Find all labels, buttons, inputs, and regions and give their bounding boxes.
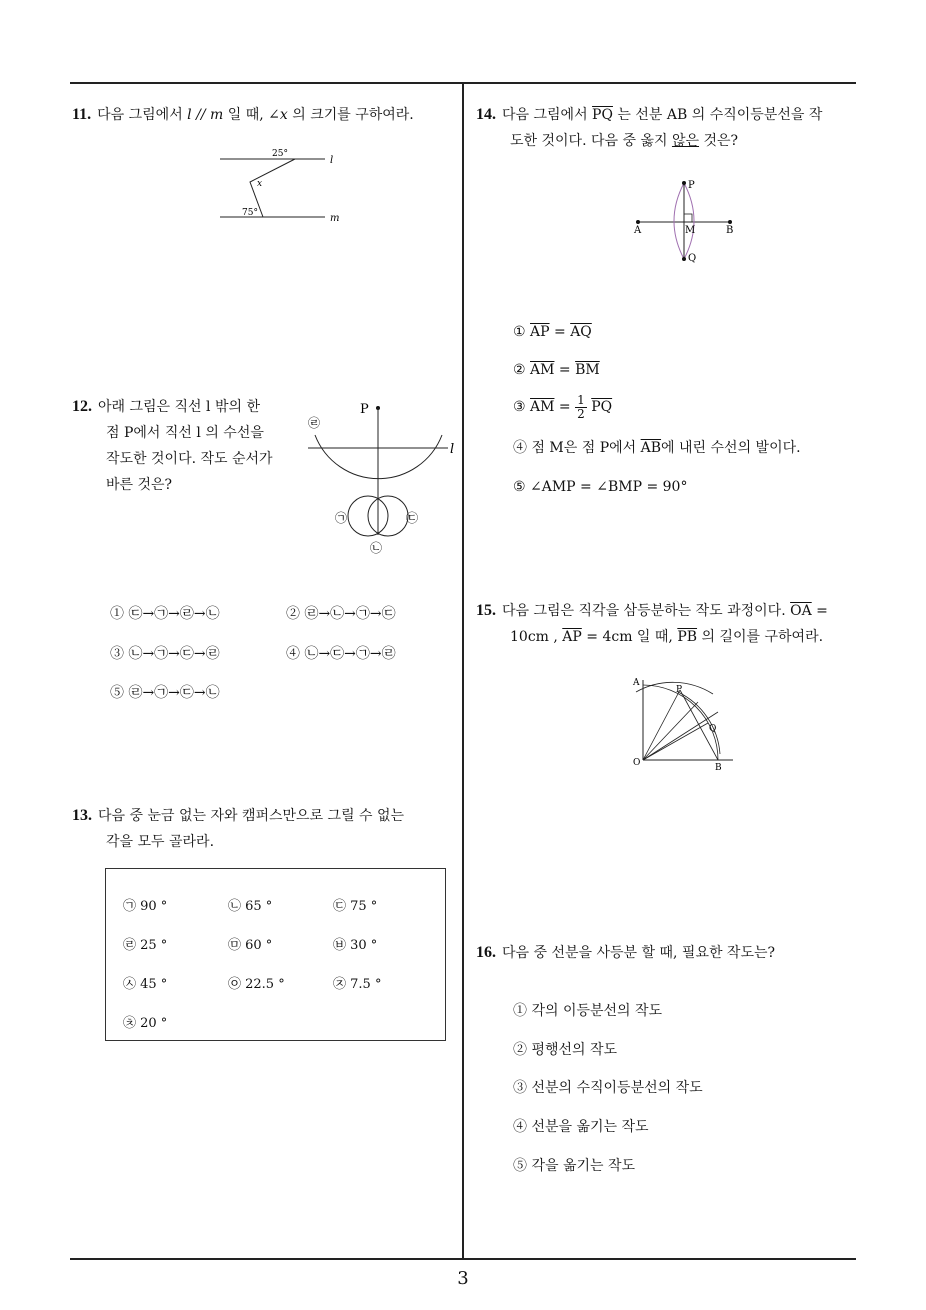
question-number: 13. bbox=[72, 807, 92, 824]
q16-option-1[interactable]: ① 각의 이등분선의 작도 bbox=[513, 1003, 663, 1019]
figure-parallel-lines bbox=[215, 142, 355, 232]
angle-item[interactable]: ㉨ 7.5 ° bbox=[333, 977, 382, 992]
q14-option-2[interactable]: ② $\overline{AM} = \overline{BM}$ bbox=[513, 362, 600, 378]
q12-option-4[interactable]: ④ ㉡→㉢→㉠→㉣ bbox=[286, 646, 396, 662]
bottom-rule bbox=[70, 1258, 856, 1260]
point-P-label: P bbox=[676, 685, 683, 695]
angle-item[interactable]: ㉥ 30 ° bbox=[333, 938, 378, 953]
step-4-label: ㉣ bbox=[308, 416, 321, 430]
point-P-label: P bbox=[688, 180, 695, 191]
figure-angle-trisection bbox=[628, 672, 748, 772]
column-divider bbox=[462, 83, 464, 1259]
angle-item[interactable]: ㉢ 75 ° bbox=[333, 899, 378, 914]
q14-option-4[interactable]: ④ 점 M은 점 P에서 $\overline{AB}$에 내린 수선의 발이다. bbox=[513, 440, 801, 456]
q12-option-2[interactable]: ② ㉣→㉡→㉠→㉢ bbox=[286, 606, 396, 622]
angle-item[interactable]: ㉣ 25 ° bbox=[123, 938, 168, 953]
angle-item[interactable]: ㉤ 60 ° bbox=[228, 938, 273, 953]
q14-option-3[interactable]: ③ $\overline{AM}$ = $\frac{1}{2}$ $\overline{PQ}$ bbox=[513, 392, 613, 421]
line-l-label: l bbox=[450, 442, 455, 457]
point-B-label: B bbox=[715, 763, 722, 772]
angle-item[interactable]: ㉩ 20 ° bbox=[123, 1016, 168, 1031]
question-11: 11. 다음 그림에서 l // m 일 때, ∠x 의 크기를 구하여라. bbox=[72, 106, 414, 123]
question-16: 16. 다음 중 선분을 사등분 할 때, 필요한 작도는? bbox=[476, 944, 776, 961]
question-15: 15. 다음 그림은 직각을 삼등분하는 작도 과정이다. $\overline{OA}$ = 10cm , $\overline{AP} = 4cm$ 일 때, $\overline{PB}$ 의 길이를 구하여라. bbox=[476, 602, 828, 645]
figure-perpendicular-construction bbox=[300, 395, 465, 560]
angle-25-label: 25° bbox=[272, 149, 288, 159]
question-13: 13. 다음 중 눈금 없는 자와 캠퍼스만으로 그릴 수 없는 각을 모두 골라라. bbox=[72, 807, 405, 850]
question-number: 12. bbox=[72, 398, 92, 415]
point-B-label: B bbox=[726, 225, 734, 236]
step-1-label: ㉠ bbox=[335, 511, 348, 525]
step-3-label: ㉢ bbox=[406, 511, 419, 525]
question-number: 14. bbox=[476, 106, 496, 123]
angle-x-label: x bbox=[257, 179, 263, 189]
angle-choices-box bbox=[105, 868, 446, 1041]
point-Q-label: Q bbox=[709, 724, 717, 734]
angle-item[interactable]: ㉧ 22.5 ° bbox=[228, 977, 285, 992]
angle-item[interactable]: ㉠ 90 ° bbox=[123, 899, 168, 914]
question-number: 11. bbox=[72, 106, 92, 123]
page-number: 3 bbox=[457, 1268, 469, 1289]
angle-75-label: 75° bbox=[242, 208, 258, 218]
q14-option-1[interactable]: ① $\overline{AP} = \overline{AQ}$ bbox=[513, 324, 592, 340]
point-P-label: P bbox=[360, 402, 369, 417]
angle-item[interactable]: ㉦ 45 ° bbox=[123, 977, 168, 992]
question-14: 14. 다음 그림에서 $\overline{PQ}$ 는 선분 AB 의 수직이등분선을 작 도한 것이다. 다음 중 옳지 않은 것은? bbox=[476, 106, 823, 149]
question-number: 15. bbox=[476, 602, 496, 619]
point-Q-label: Q bbox=[688, 253, 697, 264]
q16-option-5[interactable]: ⑤ 각을 옮기는 작도 bbox=[513, 1158, 636, 1174]
q14-option-5[interactable]: ⑤ ∠AMP = ∠BMP = 90° bbox=[513, 479, 688, 495]
question-number: 16. bbox=[476, 944, 496, 961]
line-l-label: l bbox=[330, 155, 334, 166]
step-2-label: ㉡ bbox=[370, 541, 383, 555]
line-m-label: m bbox=[330, 213, 340, 224]
q16-option-4[interactable]: ④ 선분을 옮기는 작도 bbox=[513, 1119, 649, 1135]
figure-perpendicular-bisector bbox=[628, 175, 743, 270]
point-A-label: A bbox=[633, 678, 640, 688]
q16-option-3[interactable]: ③ 선분의 수직이등분선의 작도 bbox=[513, 1080, 703, 1096]
question-12: 12. 아래 그림은 직선 l 밖의 한 점 P에서 직선 l 의 수선을 작도한 것이다. 작도 순서가 바른 것은? bbox=[72, 398, 273, 493]
point-M-label: M bbox=[685, 225, 696, 236]
point-O-label: O bbox=[633, 758, 641, 768]
q12-option-5[interactable]: ⑤ ㉣→㉠→㉢→㉡ bbox=[110, 685, 220, 701]
q12-option-1[interactable]: ① ㉢→㉠→㉣→㉡ bbox=[110, 606, 220, 622]
fraction-one-half: $\frac{1}{2}$ bbox=[577, 392, 585, 421]
q16-option-2[interactable]: ② 평행선의 작도 bbox=[513, 1042, 618, 1058]
point-A-label: A bbox=[634, 225, 642, 236]
angle-item[interactable]: ㉡ 65 ° bbox=[228, 899, 273, 914]
q12-option-3[interactable]: ③ ㉡→㉠→㉢→㉣ bbox=[110, 646, 220, 662]
